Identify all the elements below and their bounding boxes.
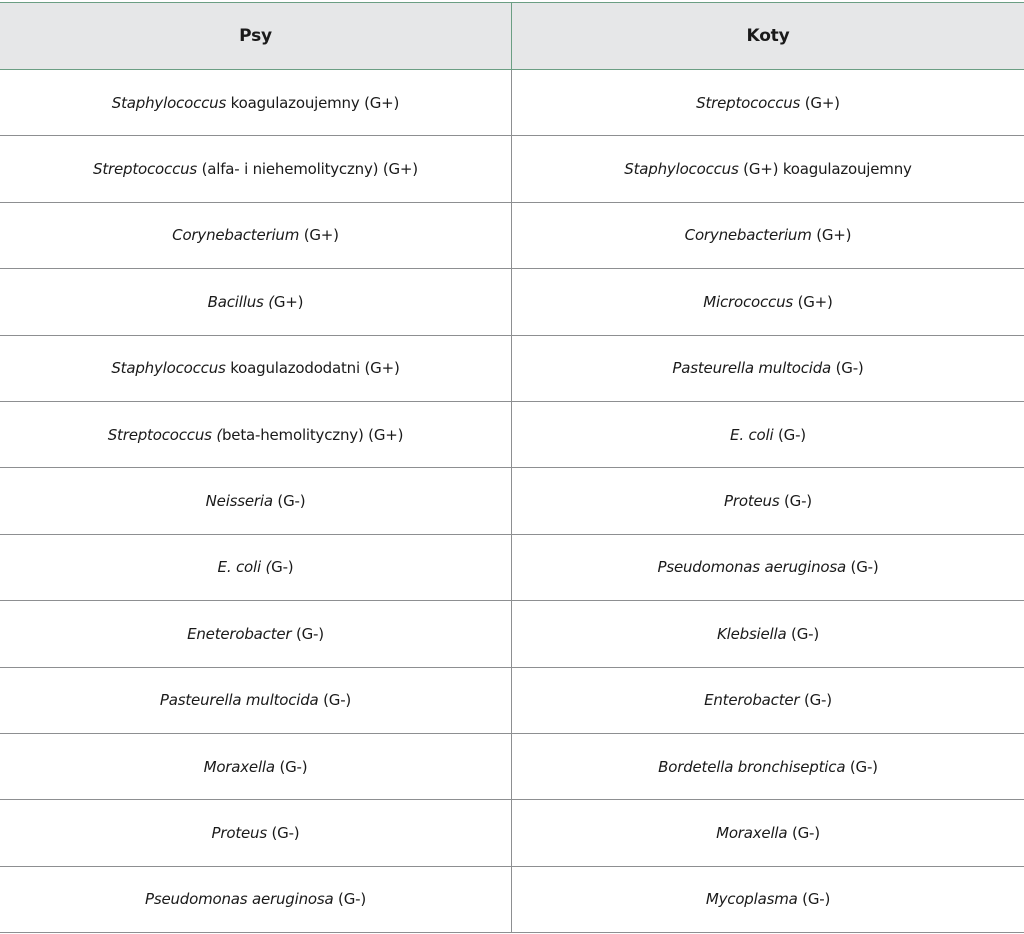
descriptor: (G-)	[333, 890, 366, 909]
genus-name: Moraxella	[203, 757, 275, 776]
genus-name: Streptococcus (	[107, 425, 222, 444]
cell-koty	[512, 601, 1024, 667]
cell-psy	[0, 733, 512, 799]
genus-name: Bacillus (	[207, 292, 274, 311]
table-row	[0, 335, 1024, 401]
cell-koty	[512, 202, 1024, 268]
cell-koty	[512, 335, 1024, 401]
cell-psy	[0, 601, 512, 667]
genus-name: Pasteurella multocida	[159, 691, 319, 710]
genus-name: Pasteurella multocida	[672, 359, 832, 378]
table-row	[0, 70, 1024, 136]
descriptor: (G+)	[299, 226, 339, 245]
descriptor: koagulazododatni (G+)	[225, 359, 400, 378]
cell-koty	[512, 468, 1024, 534]
genus-name: Eneterobacter	[187, 624, 292, 643]
descriptor: beta-hemolityczny) (G+)	[221, 425, 404, 444]
descriptor: (G-)	[799, 691, 832, 710]
table-row	[0, 733, 1024, 799]
genus-name: Staphylococcus	[624, 160, 739, 179]
cell-koty	[512, 733, 1024, 799]
genus-name: Corynebacterium	[172, 226, 300, 245]
descriptor: (G-)	[773, 425, 806, 444]
genus-name: Moraxella	[716, 823, 788, 842]
header-koty: Koty	[512, 3, 1024, 70]
bacteria-table	[0, 2, 1024, 933]
descriptor: (G+) koagulazoujemny	[738, 160, 912, 179]
cell-koty	[512, 401, 1024, 467]
cell-psy	[0, 534, 512, 600]
descriptor: (G-)	[272, 492, 306, 511]
cell-psy	[0, 468, 512, 534]
table-row	[0, 468, 1024, 534]
cell-psy	[0, 202, 512, 268]
table-row	[0, 401, 1024, 467]
genus-name: Streptococcus	[93, 160, 198, 179]
descriptor: (G-)	[845, 757, 878, 776]
cell-psy	[0, 136, 512, 202]
cell-psy	[0, 335, 512, 401]
genus-name: Proteus	[211, 823, 267, 842]
table-row	[0, 136, 1024, 202]
cell-psy	[0, 667, 512, 733]
genus-name: Streptococcus	[696, 93, 801, 112]
genus-name: Pseudomonas aeruginosa	[657, 558, 846, 577]
cell-psy	[0, 866, 512, 932]
descriptor: (G-)	[797, 890, 831, 909]
genus-name: Neisseria	[205, 492, 273, 511]
descriptor: (G-)	[318, 691, 352, 710]
genus-name: Mycoplasma	[705, 890, 798, 909]
cell-koty	[512, 269, 1024, 335]
cell-koty	[512, 866, 1024, 932]
table-row	[0, 202, 1024, 268]
genus-name: Staphylococcus	[111, 359, 226, 378]
descriptor: (G-)	[274, 757, 308, 776]
table-row	[0, 534, 1024, 600]
table-row	[0, 800, 1024, 866]
genus-name: Enterobacter	[704, 691, 800, 710]
header-psy: Psy	[0, 3, 512, 70]
genus-name: Pseudomonas aeruginosa	[145, 890, 334, 909]
descriptor: (G-)	[787, 823, 820, 842]
descriptor: (G+)	[811, 226, 852, 245]
genus-name: Corynebacterium	[684, 226, 812, 245]
descriptor: koagulazoujemny (G+)	[226, 93, 400, 112]
cell-psy	[0, 70, 512, 136]
cell-koty	[512, 800, 1024, 866]
descriptor: (G-)	[779, 492, 812, 511]
cell-koty	[512, 70, 1024, 136]
table-row	[0, 866, 1024, 932]
genus-name: E. coli (	[217, 558, 272, 577]
table-row	[0, 269, 1024, 335]
descriptor: (alfa- i niehemolityczny) (G+)	[197, 160, 418, 179]
table-header	[0, 3, 1024, 70]
descriptor: (G-)	[786, 624, 819, 643]
cell-koty	[512, 534, 1024, 600]
descriptor: G-)	[271, 558, 294, 577]
descriptor: (G-)	[845, 558, 879, 577]
cell-psy	[0, 269, 512, 335]
descriptor: (G-)	[291, 624, 324, 643]
table-body	[0, 70, 1024, 933]
cell-koty	[512, 667, 1024, 733]
genus-name: Staphylococcus	[111, 93, 227, 112]
genus-name: E. coli	[730, 425, 774, 444]
descriptor: G+)	[273, 292, 304, 311]
descriptor: (G-)	[831, 359, 864, 378]
table-row	[0, 601, 1024, 667]
descriptor: (G+)	[793, 292, 833, 311]
genus-name: Micrococcus	[703, 292, 794, 311]
table-row	[0, 667, 1024, 733]
genus-name: Klebsiella	[716, 624, 787, 643]
descriptor: (G-)	[266, 823, 300, 842]
genus-name: Proteus	[724, 492, 780, 511]
header-row	[0, 3, 1024, 70]
cell-psy	[0, 800, 512, 866]
genus-name: Bordetella bronchiseptica	[658, 757, 846, 776]
descriptor: (G+)	[800, 93, 840, 112]
cell-psy	[0, 401, 512, 467]
cell-koty	[512, 136, 1024, 202]
